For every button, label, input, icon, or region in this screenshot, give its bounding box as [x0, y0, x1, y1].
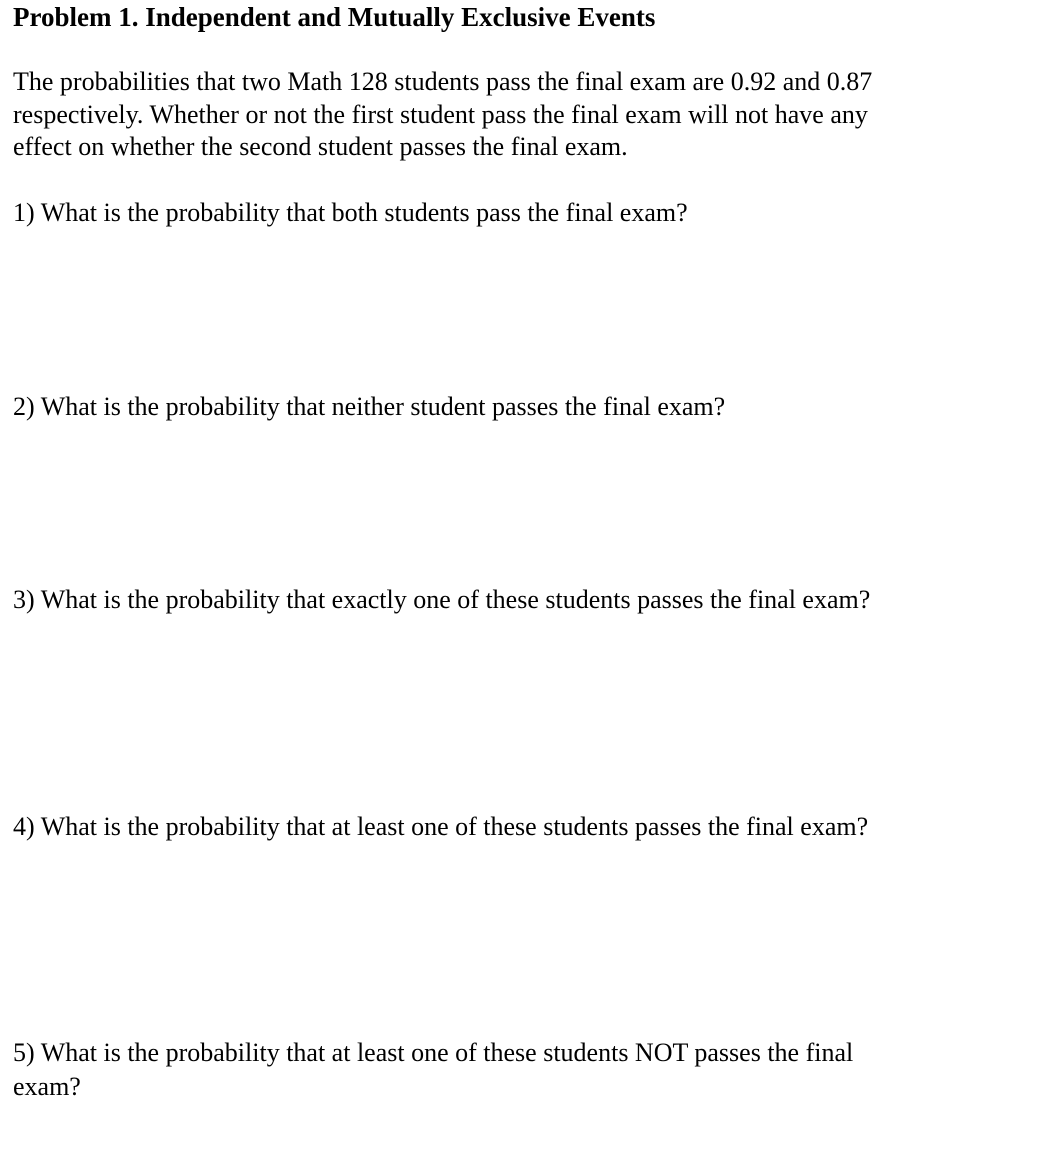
question-text: 4) What is the probability that at least one of these students passes the final exam?	[13, 812, 869, 841]
question-text: 1) What is the probability that both students pass the final exam?	[13, 198, 688, 227]
question-text: 5) What is the probability that at least one of these students NOT passes the final	[13, 1038, 854, 1067]
question-text: 3) What is the probability that exactly one of these students passes the final exam?	[13, 585, 871, 614]
question-2	[13, 390, 1023, 424]
question-3	[13, 583, 1023, 617]
problem-title: Problem 1. Independent and Mutually Exclusive Events	[13, 2, 656, 32]
intro-line: The probabilities that two Math 128 students pass the final exam are 0.92 and 0.87	[13, 67, 873, 96]
intro-line: respectively. Whether or not the first student pass the final exam will not have any	[13, 99, 868, 129]
question-5	[13, 1036, 1023, 1104]
question-text: 2) What is the probability that neither student passes the final exam?	[13, 392, 726, 421]
question-1	[13, 196, 1023, 230]
problem-intro	[13, 66, 1013, 164]
question-4	[13, 810, 1023, 844]
question-text: exam?	[13, 1072, 81, 1101]
intro-line: effect on whether the second student passes the final exam.	[13, 132, 628, 161]
